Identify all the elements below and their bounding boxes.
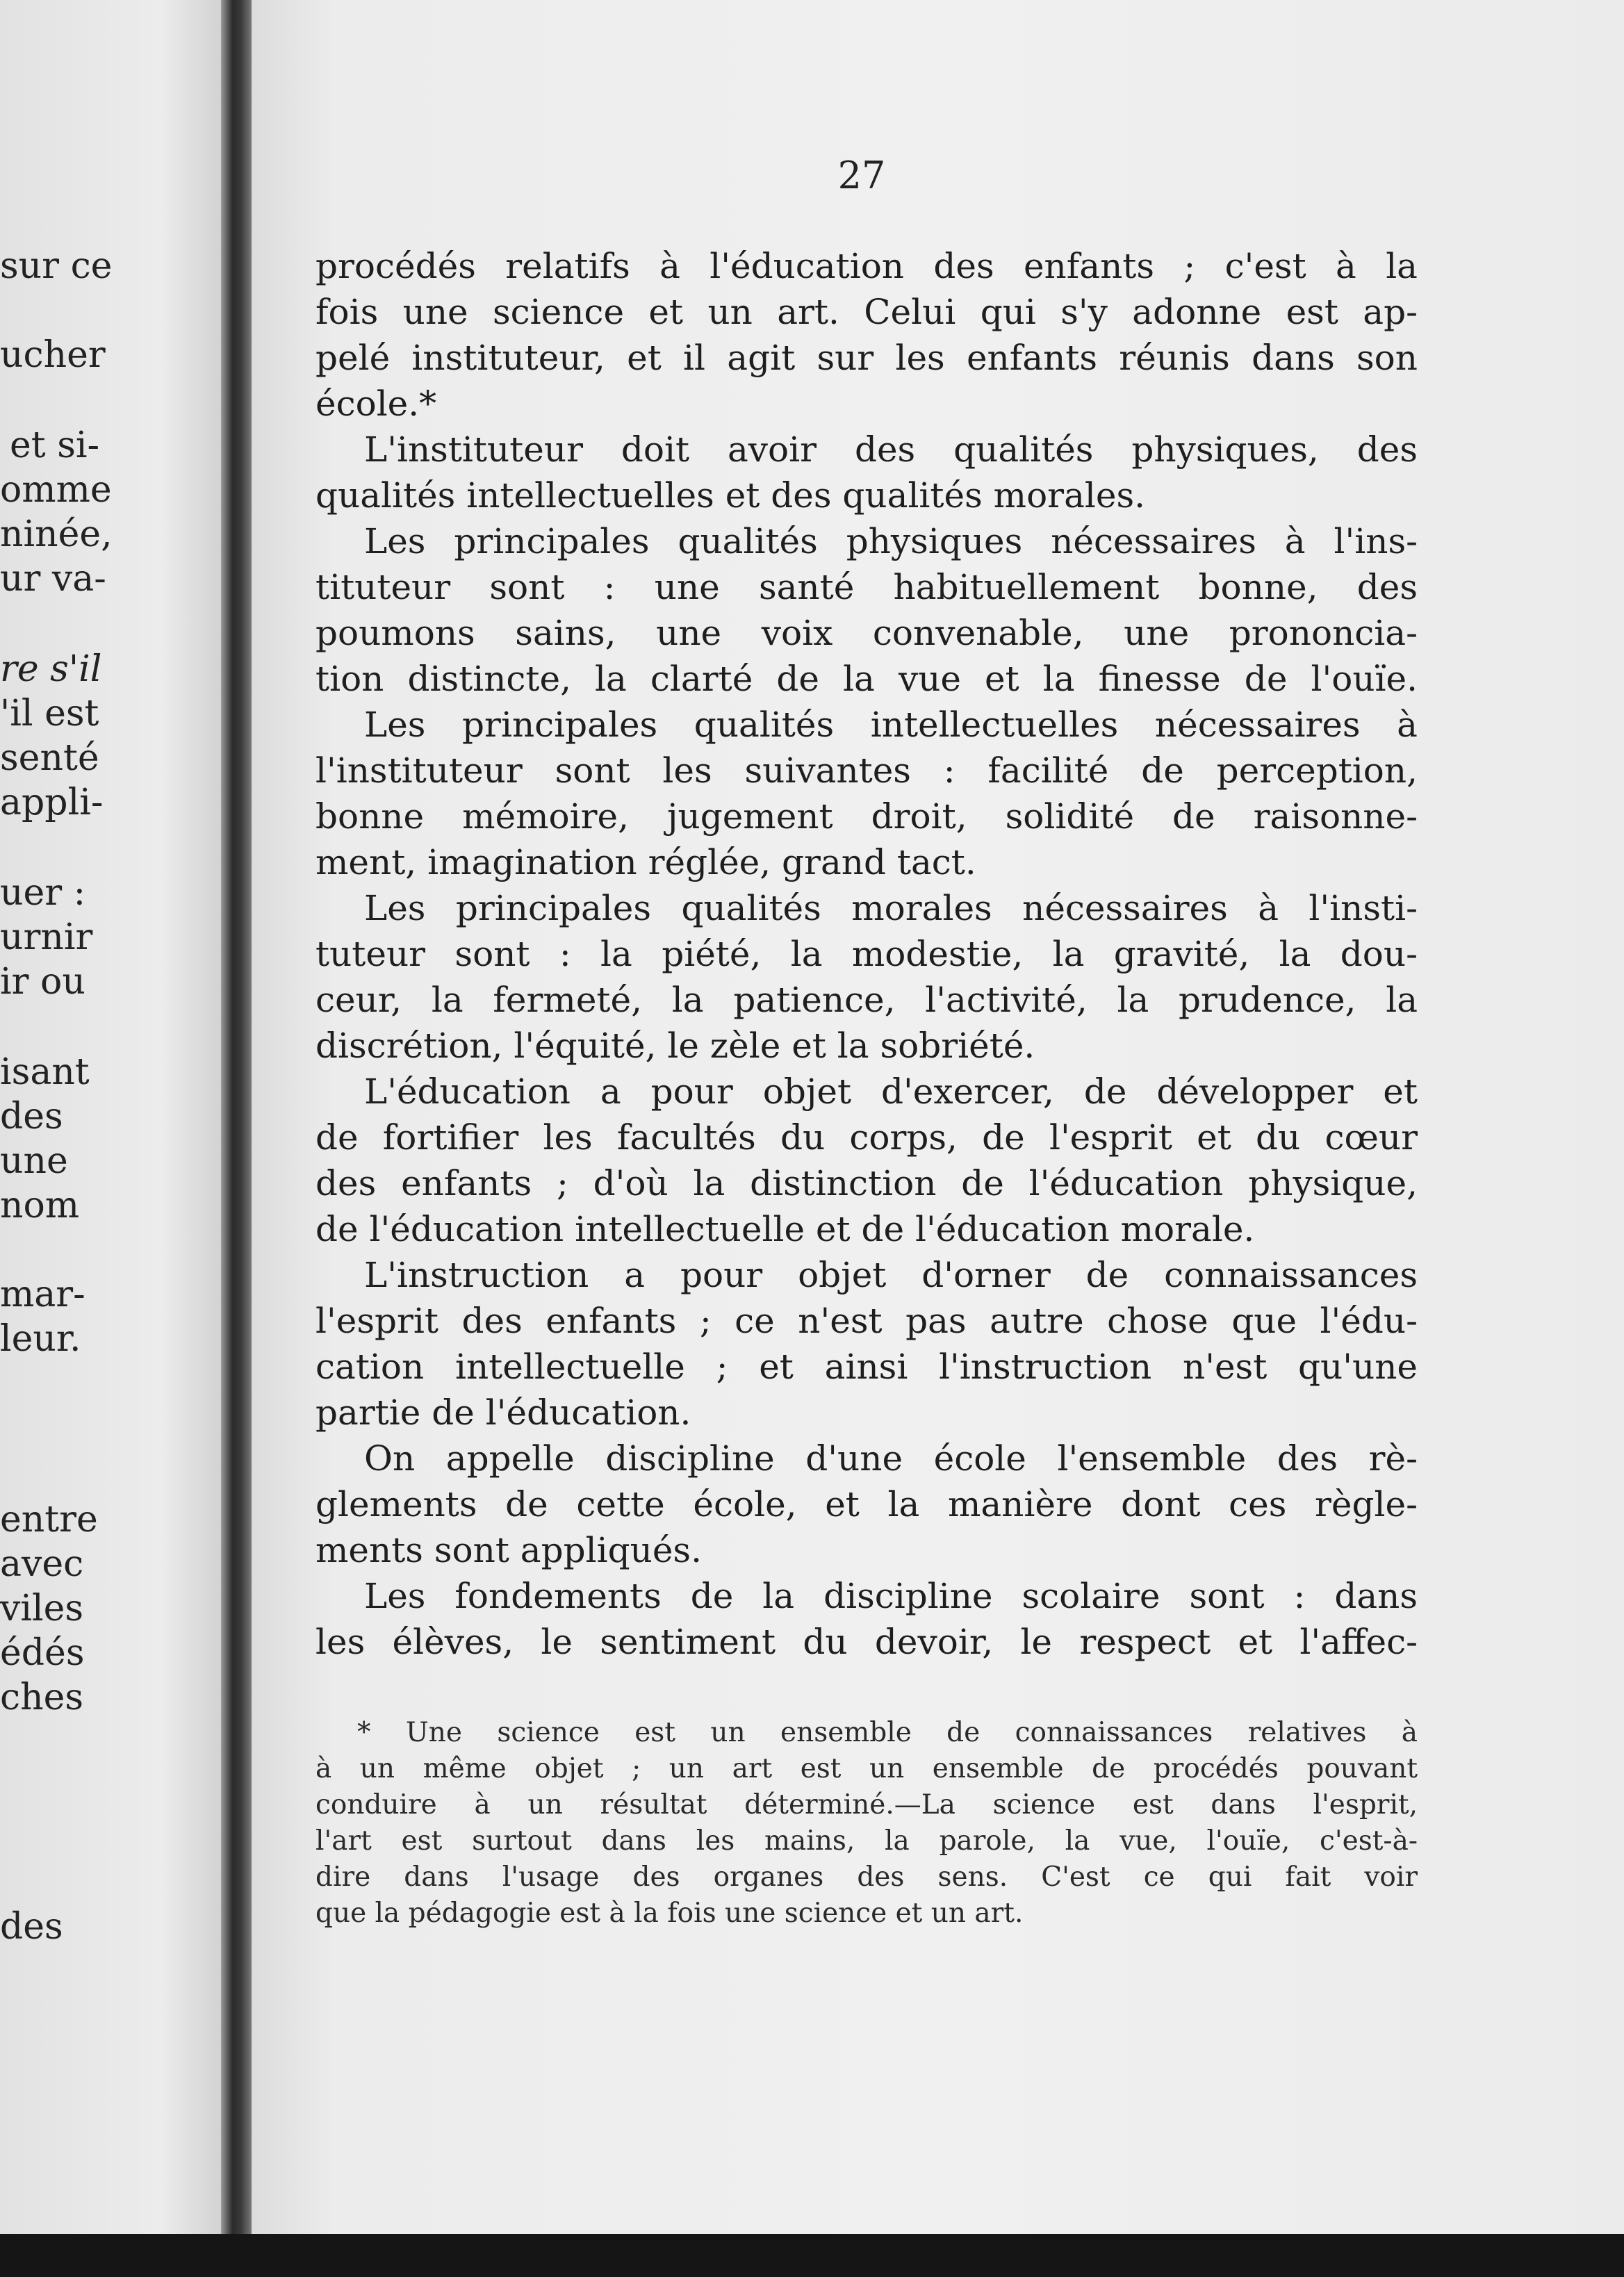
left-fragment: ninée, (0, 513, 113, 555)
text-line: de fortifier les facultés du corps, de l'esprit et du cœur (315, 1117, 1418, 1158)
left-fragment: appli- (0, 782, 104, 823)
text-line: Les principales qualités physiques nécessaires à l'ins- (364, 521, 1418, 561)
left-fragment: une (0, 1140, 68, 1182)
text-line: On appelle discipline d'une école l'ensemble des rè- (364, 1438, 1418, 1479)
left-fragment: mar- (0, 1274, 85, 1315)
left-fragment: des (0, 1096, 63, 1137)
text-line: qualités intellectuelles et des qualités morales. (315, 475, 1146, 516)
text-line: Les fondements de la discipline scolaire sont : dans (364, 1576, 1418, 1616)
page-number: 27 (837, 154, 886, 197)
text-line: ments sont appliqués. (315, 1530, 702, 1570)
text-line: les élèves, le sentiment du devoir, le respect et l'affec- (315, 1622, 1418, 1662)
left-fragment: ucher (0, 334, 106, 376)
text-line: L'éducation a pour objet d'exercer, de développer et (364, 1071, 1418, 1112)
left-fragment: des (0, 1906, 63, 1948)
footnote-line: l'art est surtout dans les mains, la parole, la vue, l'ouïe, c'est-à- (315, 1825, 1418, 1857)
left-fragment: 'il est (0, 693, 99, 734)
left-fragment: urnir (0, 916, 93, 958)
text-line: tion distincte, la clarté de la vue et la finesse de l'ouïe. (315, 659, 1418, 699)
left-fragment: omme (0, 469, 112, 511)
left-fragment: re s'il (0, 648, 102, 690)
left-fragment: entre (0, 1499, 98, 1540)
text-line: discrétion, l'équité, le zèle et la sobriété. (315, 1026, 1035, 1066)
text-line: Les principales qualités intellectuelles nécessaires à (364, 705, 1418, 745)
footnote-line: que la pédagogie est à la fois une science et un art. (315, 1898, 1024, 1929)
left-fragment: senté (0, 737, 99, 779)
left-fragment: ches (0, 1677, 84, 1718)
text-line: bonne mémoire, jugement droit, solidité de raisonne- (315, 796, 1418, 837)
text-line: l'esprit des enfants ; ce n'est pas autre chose que l'édu- (315, 1301, 1418, 1341)
text-line: l'instituteur sont les suivantes : facilité de perception, (315, 750, 1418, 791)
left-fragment: nom (0, 1185, 80, 1226)
text-line: pelé instituteur, et il agit sur les enfants réunis dans son (315, 338, 1418, 378)
left-fragment: uer : (0, 872, 86, 914)
text-line: Les principales qualités morales nécessaires à l'insti- (364, 888, 1418, 928)
left-fragment: édés (0, 1632, 85, 1674)
left-fragment: sur ce (0, 245, 113, 287)
left-fragment: leur. (0, 1318, 81, 1360)
text-line: école.* (315, 384, 437, 424)
text-line: L'instituteur doit avoir des qualités physiques, des (364, 429, 1418, 470)
text-line: ceur, la fermeté, la patience, l'activité, la prudence, la (315, 980, 1418, 1020)
left-fragment: ur va- (0, 558, 106, 600)
text-line: cation intellectuelle ; et ainsi l'instruction n'est qu'une (315, 1347, 1418, 1387)
text-line: tuteur sont : la piété, la modestie, la gravité, la dou- (315, 934, 1418, 974)
text-line: partie de l'éducation. (315, 1392, 691, 1433)
left-fragment: ir ou (0, 961, 85, 1003)
footnote (315, 1715, 1418, 1932)
footnote-line: * Une science est un ensemble de connaissances relatives à (357, 1717, 1418, 1748)
left-fragment: avec (0, 1543, 84, 1585)
left-fragment: viles (0, 1588, 84, 1629)
text-line: L'instruction a pour objet d'orner de connaissances (364, 1255, 1418, 1295)
text-line: poumons sains, une voix convenable, une prononcia- (315, 613, 1418, 653)
book-gutter (221, 0, 254, 2234)
text-line: de l'éducation intellectuelle et de l'éducation morale. (315, 1209, 1255, 1249)
scan-bottom-edge (0, 2234, 1624, 2277)
left-fragment: et si- (10, 425, 100, 466)
body-text (315, 243, 1418, 1665)
text-line: ment, imagination réglée, grand tact. (315, 842, 976, 882)
footnote-line: conduire à un résultat déterminé.—La science est dans l'esprit, (315, 1789, 1418, 1820)
footnote-line: dire dans l'usage des organes des sens. C'est ce qui fait voir (315, 1861, 1418, 1893)
text-line: procédés relatifs à l'éducation des enfants ; c'est à la (315, 246, 1418, 286)
text-line: tituteur sont : une santé habituellement bonne, des (315, 567, 1418, 607)
left-page-fragment (0, 0, 229, 2234)
text-line: des enfants ; d'où la distinction de l'éducation physique, (315, 1163, 1418, 1203)
text-line: glements de cette école, et la manière dont ces règle- (315, 1484, 1418, 1524)
text-line: fois une science et un art. Celui qui s'y adonne est ap- (315, 292, 1418, 332)
left-fragment: isant (0, 1051, 90, 1093)
footnote-line: à un même objet ; un art est un ensemble de procédés pouvant (315, 1753, 1418, 1784)
